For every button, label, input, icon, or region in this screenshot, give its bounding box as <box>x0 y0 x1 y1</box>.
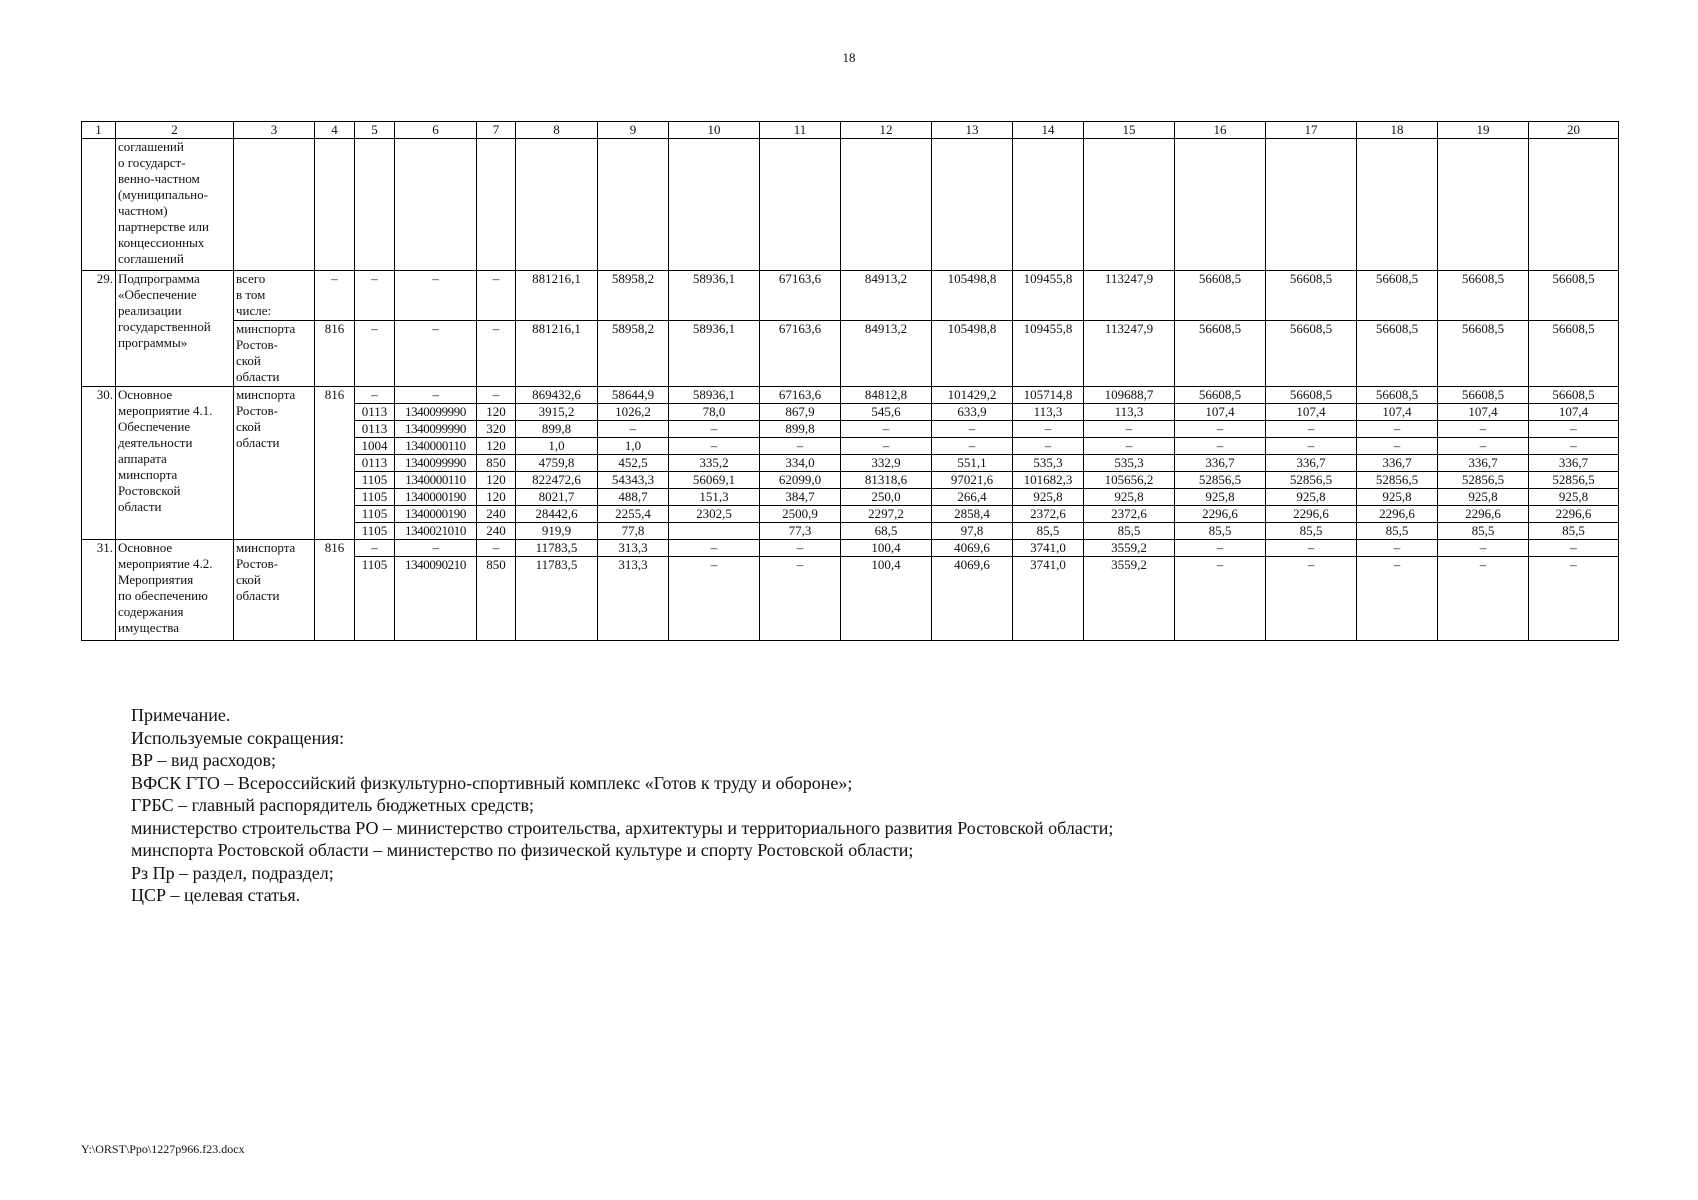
value-cell: 488,7 <box>598 489 669 506</box>
value-cell: 77,8 <box>598 523 669 540</box>
vr-cell: 240 <box>477 523 516 540</box>
empty-cell <box>395 139 477 271</box>
value-cell: 4759,8 <box>516 455 598 472</box>
value-cell: 67163,6 <box>760 387 841 404</box>
header-row <box>82 122 1619 139</box>
value-cell: 56608,5 <box>1438 387 1529 404</box>
note-line: Рз Пр – раздел, подраздел; <box>131 862 334 883</box>
code-cell: – <box>477 321 516 387</box>
value-cell: 3915,2 <box>516 404 598 421</box>
value-cell: 3741,0 <box>1013 557 1084 641</box>
empty-cell <box>760 139 841 271</box>
grbs-cell: 816 <box>315 540 355 641</box>
notes-section <box>131 704 1531 907</box>
value-cell: 85,5 <box>1357 523 1438 540</box>
value-cell: 551,1 <box>932 455 1013 472</box>
value-cell: – <box>1266 421 1357 438</box>
value-cell: 4069,6 <box>932 540 1013 557</box>
column-number-header: 11 <box>760 122 841 139</box>
vr-cell: 120 <box>477 404 516 421</box>
value-cell: 2500,9 <box>760 506 841 523</box>
vr-cell: 850 <box>477 455 516 472</box>
rzpr-cell: 1004 <box>355 438 395 455</box>
value-cell: 56608,5 <box>1529 321 1619 387</box>
vr-cell: 240 <box>477 506 516 523</box>
value-cell: 881216,1 <box>516 321 598 387</box>
value-cell: – <box>1266 540 1357 557</box>
value-cell: – <box>1357 421 1438 438</box>
value-cell: 336,7 <box>1357 455 1438 472</box>
value-cell: – <box>669 438 760 455</box>
rzpr-cell: – <box>355 540 395 557</box>
vr-cell: 120 <box>477 472 516 489</box>
rzpr-cell: 0113 <box>355 421 395 438</box>
column-number-header: 19 <box>1438 122 1529 139</box>
value-cell: – <box>932 438 1013 455</box>
code-cell: – <box>477 271 516 321</box>
empty-cell <box>1084 139 1175 271</box>
column-number-header: 6 <box>395 122 477 139</box>
value-cell: 336,7 <box>1175 455 1266 472</box>
value-cell: – <box>1529 540 1619 557</box>
value-cell: 384,7 <box>760 489 841 506</box>
grbs-cell: 816 <box>315 321 355 387</box>
empty-cell <box>315 139 355 271</box>
empty-cell <box>516 139 598 271</box>
value-cell: – <box>1084 438 1175 455</box>
value-cell: 28442,6 <box>516 506 598 523</box>
executor-cell: минспорта Ростов- ской области <box>234 321 315 387</box>
value-cell: 2255,4 <box>598 506 669 523</box>
code-cell: – <box>355 321 395 387</box>
value-cell: 107,4 <box>1529 404 1619 421</box>
value-cell: – <box>1175 557 1266 641</box>
value-cell: 2297,2 <box>841 506 932 523</box>
value-cell: 899,8 <box>760 421 841 438</box>
column-number-header: 3 <box>234 122 315 139</box>
value-cell: 919,9 <box>516 523 598 540</box>
column-number-header: 18 <box>1357 122 1438 139</box>
value-cell: 56608,5 <box>1438 321 1529 387</box>
item-number: 29. <box>82 271 116 387</box>
vr-cell: – <box>477 387 516 404</box>
value-cell: 67163,6 <box>760 321 841 387</box>
item-name: Подпрограмма «Обеспечение реализации государственной программы» <box>116 271 234 387</box>
value-cell: 881216,1 <box>516 271 598 321</box>
value-cell: 56069,1 <box>669 472 760 489</box>
value-cell: 633,9 <box>932 404 1013 421</box>
page-number: 18 <box>842 50 856 65</box>
value-cell: 52856,5 <box>1357 472 1438 489</box>
value-cell: – <box>932 421 1013 438</box>
vr-cell: 850 <box>477 557 516 641</box>
value-cell: 56608,5 <box>1175 387 1266 404</box>
value-cell: 925,8 <box>1438 489 1529 506</box>
value-cell: 58936,1 <box>669 321 760 387</box>
empty-cell <box>82 139 116 271</box>
column-number-header: 1 <box>82 122 116 139</box>
value-cell: – <box>841 438 932 455</box>
vr-cell: 320 <box>477 421 516 438</box>
note-line: ГРБС – главный распорядитель бюджетных средств; <box>131 795 535 815</box>
value-cell: – <box>1013 438 1084 455</box>
column-number-header: 5 <box>355 122 395 139</box>
note-line: министерство строительства РО – министерство строительства, архитектуры и территориального развития Ростовской области; <box>131 817 1114 838</box>
column-number-header: 12 <box>841 122 932 139</box>
item-name: Основное мероприятие 4.1. Обеспечение деятельности аппарата минспорта Ростовской области <box>116 387 234 540</box>
csr-cell: 1340099990 <box>395 404 477 421</box>
value-cell: 100,4 <box>841 540 932 557</box>
value-cell: 822472,6 <box>516 472 598 489</box>
value-cell: – <box>1013 421 1084 438</box>
rzpr-cell: 1105 <box>355 557 395 641</box>
value-cell: 54343,3 <box>598 472 669 489</box>
note-line: ВР – вид расходов; <box>131 750 277 770</box>
value-cell: 107,4 <box>1438 404 1529 421</box>
executor-cell: минспорта Ростов- ской области <box>234 540 315 641</box>
rzpr-cell: 1105 <box>355 472 395 489</box>
empty-cell <box>1529 139 1619 271</box>
column-number-header: 13 <box>932 122 1013 139</box>
csr-cell: 1340099990 <box>395 421 477 438</box>
value-cell: 335,2 <box>669 455 760 472</box>
value-cell: 3559,2 <box>1084 540 1175 557</box>
column-number-header: 14 <box>1013 122 1084 139</box>
value-cell: 2372,6 <box>1084 506 1175 523</box>
value-cell: 58958,2 <box>598 271 669 321</box>
code-cell: – <box>395 321 477 387</box>
rzpr-cell: 0113 <box>355 404 395 421</box>
value-cell: 58936,1 <box>669 271 760 321</box>
value-cell: 2296,6 <box>1266 506 1357 523</box>
rzpr-cell: 1105 <box>355 506 395 523</box>
value-cell: 105498,8 <box>932 321 1013 387</box>
subprogram-executor-row <box>82 321 1619 387</box>
value-cell: 2858,4 <box>932 506 1013 523</box>
vr-cell: – <box>477 540 516 557</box>
value-cell: 85,5 <box>1175 523 1266 540</box>
value-cell: – <box>1266 438 1357 455</box>
empty-cell <box>669 139 760 271</box>
value-cell: – <box>1175 438 1266 455</box>
value-cell: 113,3 <box>1084 404 1175 421</box>
value-cell: 52856,5 <box>1175 472 1266 489</box>
value-cell: – <box>760 557 841 641</box>
value-cell: 58936,1 <box>669 387 760 404</box>
csr-cell: – <box>395 387 477 404</box>
empty-cell <box>1175 139 1266 271</box>
value-cell: 56608,5 <box>1357 321 1438 387</box>
value-cell: 4069,6 <box>932 557 1013 641</box>
value-cell: 107,4 <box>1175 404 1266 421</box>
value-cell: 107,4 <box>1357 404 1438 421</box>
value-cell: 81318,6 <box>841 472 932 489</box>
value-cell: 11783,5 <box>516 557 598 641</box>
csr-cell: 1340090210 <box>395 557 477 641</box>
value-cell: 52856,5 <box>1266 472 1357 489</box>
note-line: минспорта Ростовской области – министерство по физической культуре и спорту Ростовской области; <box>131 840 914 860</box>
value-cell: 1,0 <box>516 438 598 455</box>
column-number-header: 10 <box>669 122 760 139</box>
value-cell: – <box>1357 540 1438 557</box>
value-cell: 100,4 <box>841 557 932 641</box>
value-cell: 68,5 <box>841 523 932 540</box>
value-cell: 2296,6 <box>1357 506 1438 523</box>
value-cell: 97021,6 <box>932 472 1013 489</box>
value-cell: 545,6 <box>841 404 932 421</box>
column-number-header: 7 <box>477 122 516 139</box>
value-cell: 925,8 <box>1013 489 1084 506</box>
value-cell: – <box>1438 421 1529 438</box>
value-cell: 85,5 <box>1266 523 1357 540</box>
value-cell: 84913,2 <box>841 321 932 387</box>
value-cell: 336,7 <box>1438 455 1529 472</box>
value-cell: 2296,6 <box>1438 506 1529 523</box>
value-cell: 925,8 <box>1084 489 1175 506</box>
empty-cell <box>1357 139 1438 271</box>
column-number-header: 2 <box>116 122 234 139</box>
value-cell: 56608,5 <box>1357 387 1438 404</box>
empty-cell <box>234 139 315 271</box>
column-number-header: 16 <box>1175 122 1266 139</box>
value-cell: 105498,8 <box>932 271 1013 321</box>
rzpr-cell: 1105 <box>355 523 395 540</box>
column-number-header: 20 <box>1529 122 1619 139</box>
empty-cell <box>598 139 669 271</box>
rzpr-cell: 0113 <box>355 455 395 472</box>
value-cell: 56608,5 <box>1266 387 1357 404</box>
value-cell <box>669 523 760 540</box>
value-cell: 109455,8 <box>1013 271 1084 321</box>
value-cell: 52856,5 <box>1438 472 1529 489</box>
value-cell: – <box>598 421 669 438</box>
empty-cell <box>1438 139 1529 271</box>
value-cell: 11783,5 <box>516 540 598 557</box>
value-cell: – <box>669 540 760 557</box>
value-cell: 78,0 <box>669 404 760 421</box>
item-number: 31. <box>82 540 116 641</box>
value-cell: 869432,6 <box>516 387 598 404</box>
value-cell: 84913,2 <box>841 271 932 321</box>
value-cell: 56608,5 <box>1529 387 1619 404</box>
item-number: 30. <box>82 387 116 540</box>
value-cell: 56608,5 <box>1266 321 1357 387</box>
value-cell: 925,8 <box>1175 489 1266 506</box>
column-number-header: 9 <box>598 122 669 139</box>
value-cell: – <box>669 557 760 641</box>
value-cell: 56608,5 <box>1175 271 1266 321</box>
value-cell: 2296,6 <box>1175 506 1266 523</box>
column-number-header: 17 <box>1266 122 1357 139</box>
empty-cell <box>1266 139 1357 271</box>
item-name: Основное мероприятие 4.2. Мероприятия по обеспечению содержания имущества <box>116 540 234 641</box>
value-cell: 250,0 <box>841 489 932 506</box>
value-cell: 67163,6 <box>760 271 841 321</box>
value-cell: – <box>1175 540 1266 557</box>
column-number-header: 15 <box>1084 122 1175 139</box>
vr-cell: 120 <box>477 489 516 506</box>
empty-cell <box>1013 139 1084 271</box>
value-cell: 58958,2 <box>598 321 669 387</box>
value-cell: 113247,9 <box>1084 321 1175 387</box>
csr-cell: 1340000110 <box>395 438 477 455</box>
code-cell: – <box>355 271 395 321</box>
value-cell: 336,7 <box>1266 455 1357 472</box>
value-cell: 85,5 <box>1084 523 1175 540</box>
value-cell: 56608,5 <box>1529 271 1619 321</box>
rzpr-cell: – <box>355 387 395 404</box>
value-cell: 85,5 <box>1013 523 1084 540</box>
value-cell: – <box>760 540 841 557</box>
value-cell: 58644,9 <box>598 387 669 404</box>
value-cell: 452,5 <box>598 455 669 472</box>
value-cell: 62099,0 <box>760 472 841 489</box>
rzpr-cell: 1105 <box>355 489 395 506</box>
value-cell: 925,8 <box>1357 489 1438 506</box>
value-cell: 2296,6 <box>1529 506 1619 523</box>
value-cell: – <box>1084 421 1175 438</box>
vr-cell: 120 <box>477 438 516 455</box>
value-cell: 101429,2 <box>932 387 1013 404</box>
column-number-header: 4 <box>315 122 355 139</box>
value-cell: 266,4 <box>932 489 1013 506</box>
budget-table <box>81 121 1619 641</box>
value-cell: 56608,5 <box>1175 321 1266 387</box>
value-cell: 336,7 <box>1529 455 1619 472</box>
continuation-row <box>82 139 1619 271</box>
value-cell: 3741,0 <box>1013 540 1084 557</box>
value-cell: – <box>1529 438 1619 455</box>
value-cell: – <box>1438 540 1529 557</box>
value-cell: 77,3 <box>760 523 841 540</box>
value-cell: 332,9 <box>841 455 932 472</box>
csr-cell: – <box>395 540 477 557</box>
value-cell: 925,8 <box>1529 489 1619 506</box>
value-cell: 151,3 <box>669 489 760 506</box>
csr-cell: 1340099990 <box>395 455 477 472</box>
value-cell: 85,5 <box>1438 523 1529 540</box>
value-cell: 2302,5 <box>669 506 760 523</box>
value-cell: 109688,7 <box>1084 387 1175 404</box>
value-cell: 56608,5 <box>1357 271 1438 321</box>
value-cell: 113,3 <box>1013 404 1084 421</box>
value-cell: 313,3 <box>598 557 669 641</box>
item-name: соглашений о государст- венно-частном (муниципально- частном) партнерстве или концессионных соглашений <box>116 139 234 271</box>
column-number-header: 8 <box>516 122 598 139</box>
empty-cell <box>355 139 395 271</box>
value-cell: 925,8 <box>1266 489 1357 506</box>
value-cell: 2372,6 <box>1013 506 1084 523</box>
empty-cell <box>841 139 932 271</box>
value-cell: 101682,3 <box>1013 472 1084 489</box>
value-cell: 52856,5 <box>1529 472 1619 489</box>
value-cell: 56608,5 <box>1266 271 1357 321</box>
code-cell: – <box>315 271 355 321</box>
value-cell: 3559,2 <box>1084 557 1175 641</box>
value-cell: 1026,2 <box>598 404 669 421</box>
value-cell: 8021,7 <box>516 489 598 506</box>
grbs-cell: 816 <box>315 387 355 540</box>
value-cell: 109455,8 <box>1013 321 1084 387</box>
value-cell: 97,8 <box>932 523 1013 540</box>
executor-cell: всего в том числе: <box>234 271 315 321</box>
notes-title: Примечание. <box>131 705 231 725</box>
value-cell: 535,3 <box>1084 455 1175 472</box>
csr-cell: 1340000190 <box>395 506 477 523</box>
value-cell: – <box>841 421 932 438</box>
note-line: ВФСК ГТО – Всероссийский физкультурно-спортивный комплекс «Готов к труду и обороне»; <box>131 772 853 793</box>
value-cell: – <box>1529 421 1619 438</box>
value-cell: – <box>669 421 760 438</box>
value-cell: – <box>1266 557 1357 641</box>
value-cell: – <box>1529 557 1619 641</box>
value-cell: – <box>760 438 841 455</box>
value-cell: 113247,9 <box>1084 271 1175 321</box>
note-line: ЦСР – целевая статья. <box>131 885 301 905</box>
activity-line-row <box>82 387 1619 404</box>
value-cell: 85,5 <box>1529 523 1619 540</box>
value-cell: – <box>1175 421 1266 438</box>
value-cell: – <box>1357 438 1438 455</box>
executor-cell: минспорта Ростов- ской области <box>234 387 315 540</box>
empty-cell <box>932 139 1013 271</box>
value-cell: – <box>1438 438 1529 455</box>
value-cell: 84812,8 <box>841 387 932 404</box>
file-path-footer: Y:\ORST\Ppo\1227p966.f23.docx <box>81 1142 245 1156</box>
value-cell: 107,4 <box>1266 404 1357 421</box>
value-cell: 334,0 <box>760 455 841 472</box>
value-cell: 313,3 <box>598 540 669 557</box>
value-cell: 56608,5 <box>1438 271 1529 321</box>
value-cell: – <box>1438 557 1529 641</box>
value-cell: 1,0 <box>598 438 669 455</box>
value-cell: 899,8 <box>516 421 598 438</box>
empty-cell <box>477 139 516 271</box>
value-cell: 535,3 <box>1013 455 1084 472</box>
activity-line-row <box>82 540 1619 557</box>
csr-cell: 1340000110 <box>395 472 477 489</box>
subprogram-total-row <box>82 271 1619 321</box>
code-cell: – <box>395 271 477 321</box>
value-cell: – <box>1357 557 1438 641</box>
csr-cell: 1340000190 <box>395 489 477 506</box>
value-cell: 105656,2 <box>1084 472 1175 489</box>
value-cell: 867,9 <box>760 404 841 421</box>
note-line: Используемые сокращения: <box>131 727 345 748</box>
value-cell: 105714,8 <box>1013 387 1084 404</box>
csr-cell: 1340021010 <box>395 523 477 540</box>
